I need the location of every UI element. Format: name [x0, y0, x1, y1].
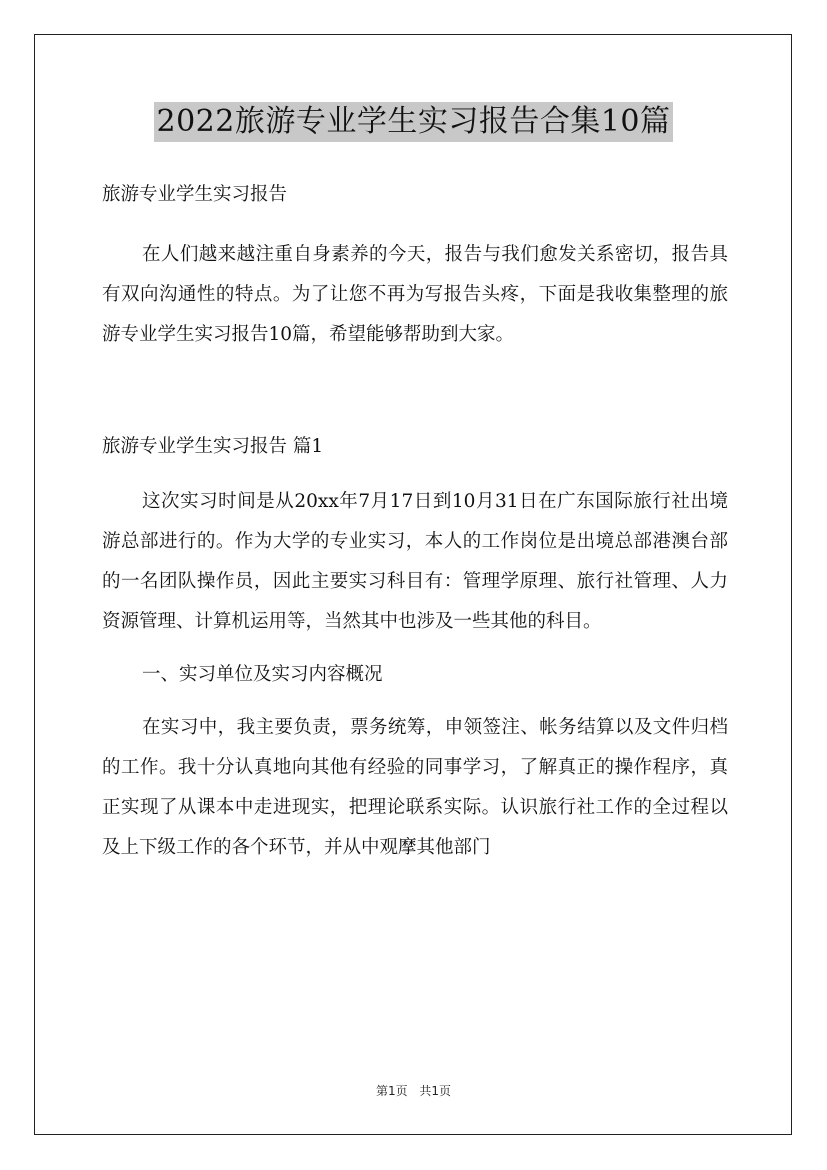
spacer [102, 642, 728, 655]
intro-paragraph: 在人们越来越注重自身素养的今天，报告与我们愈发关系密切，报告具有双向沟通性的特点。为了让您不再为写报告头疼，下面是我收集整理的旅游专业学生实习报告10篇，希望能够帮助到大家。 [102, 244, 728, 345]
section1-heading: 旅游专业学生实习报告 篇1 [102, 436, 324, 457]
total-pages: 共1页 [419, 1084, 452, 1098]
page-number: 第1页 [375, 1084, 408, 1098]
section1-paragraph-1: 这次实习时间是从20xx年7月17日到10月31日在广东国际旅行社出境游总部进行的。作为大学的专业实习，本人的工作岗位是出境总部港澳台部的一名团队操作员，因此主要实习科目有：管理学原理、旅行社管理、人力资源管理、计算机运用等，当然其中也涉及一些其他的科目。 [102, 491, 728, 632]
document-title: 2022旅游专业学生实习报告合集10篇 [154, 102, 672, 142]
page-footer [0, 1083, 827, 1099]
spacer [102, 215, 728, 235]
spacer [102, 355, 728, 427]
subheading-1: 一、实习单位及实习内容概况 [142, 664, 383, 685]
spacer [102, 467, 728, 482]
spacer [102, 695, 728, 708]
title-container [0, 102, 827, 142]
intro-heading: 旅游专业学生实习报告 [102, 184, 288, 205]
section1-paragraph-2: 在实习中，我主要负责，票务统筹，申领签注、帐务结算以及文件归档的工作。我十分认真地向其他有经验的同事学习，了解真正的操作程序，真正实现了从课本中走进现实，把理论联系实际。认识旅行社工作的全过程以及上下级工作的各个环节，并从中观摩其他部门 [102, 717, 728, 858]
document-body [102, 175, 728, 868]
